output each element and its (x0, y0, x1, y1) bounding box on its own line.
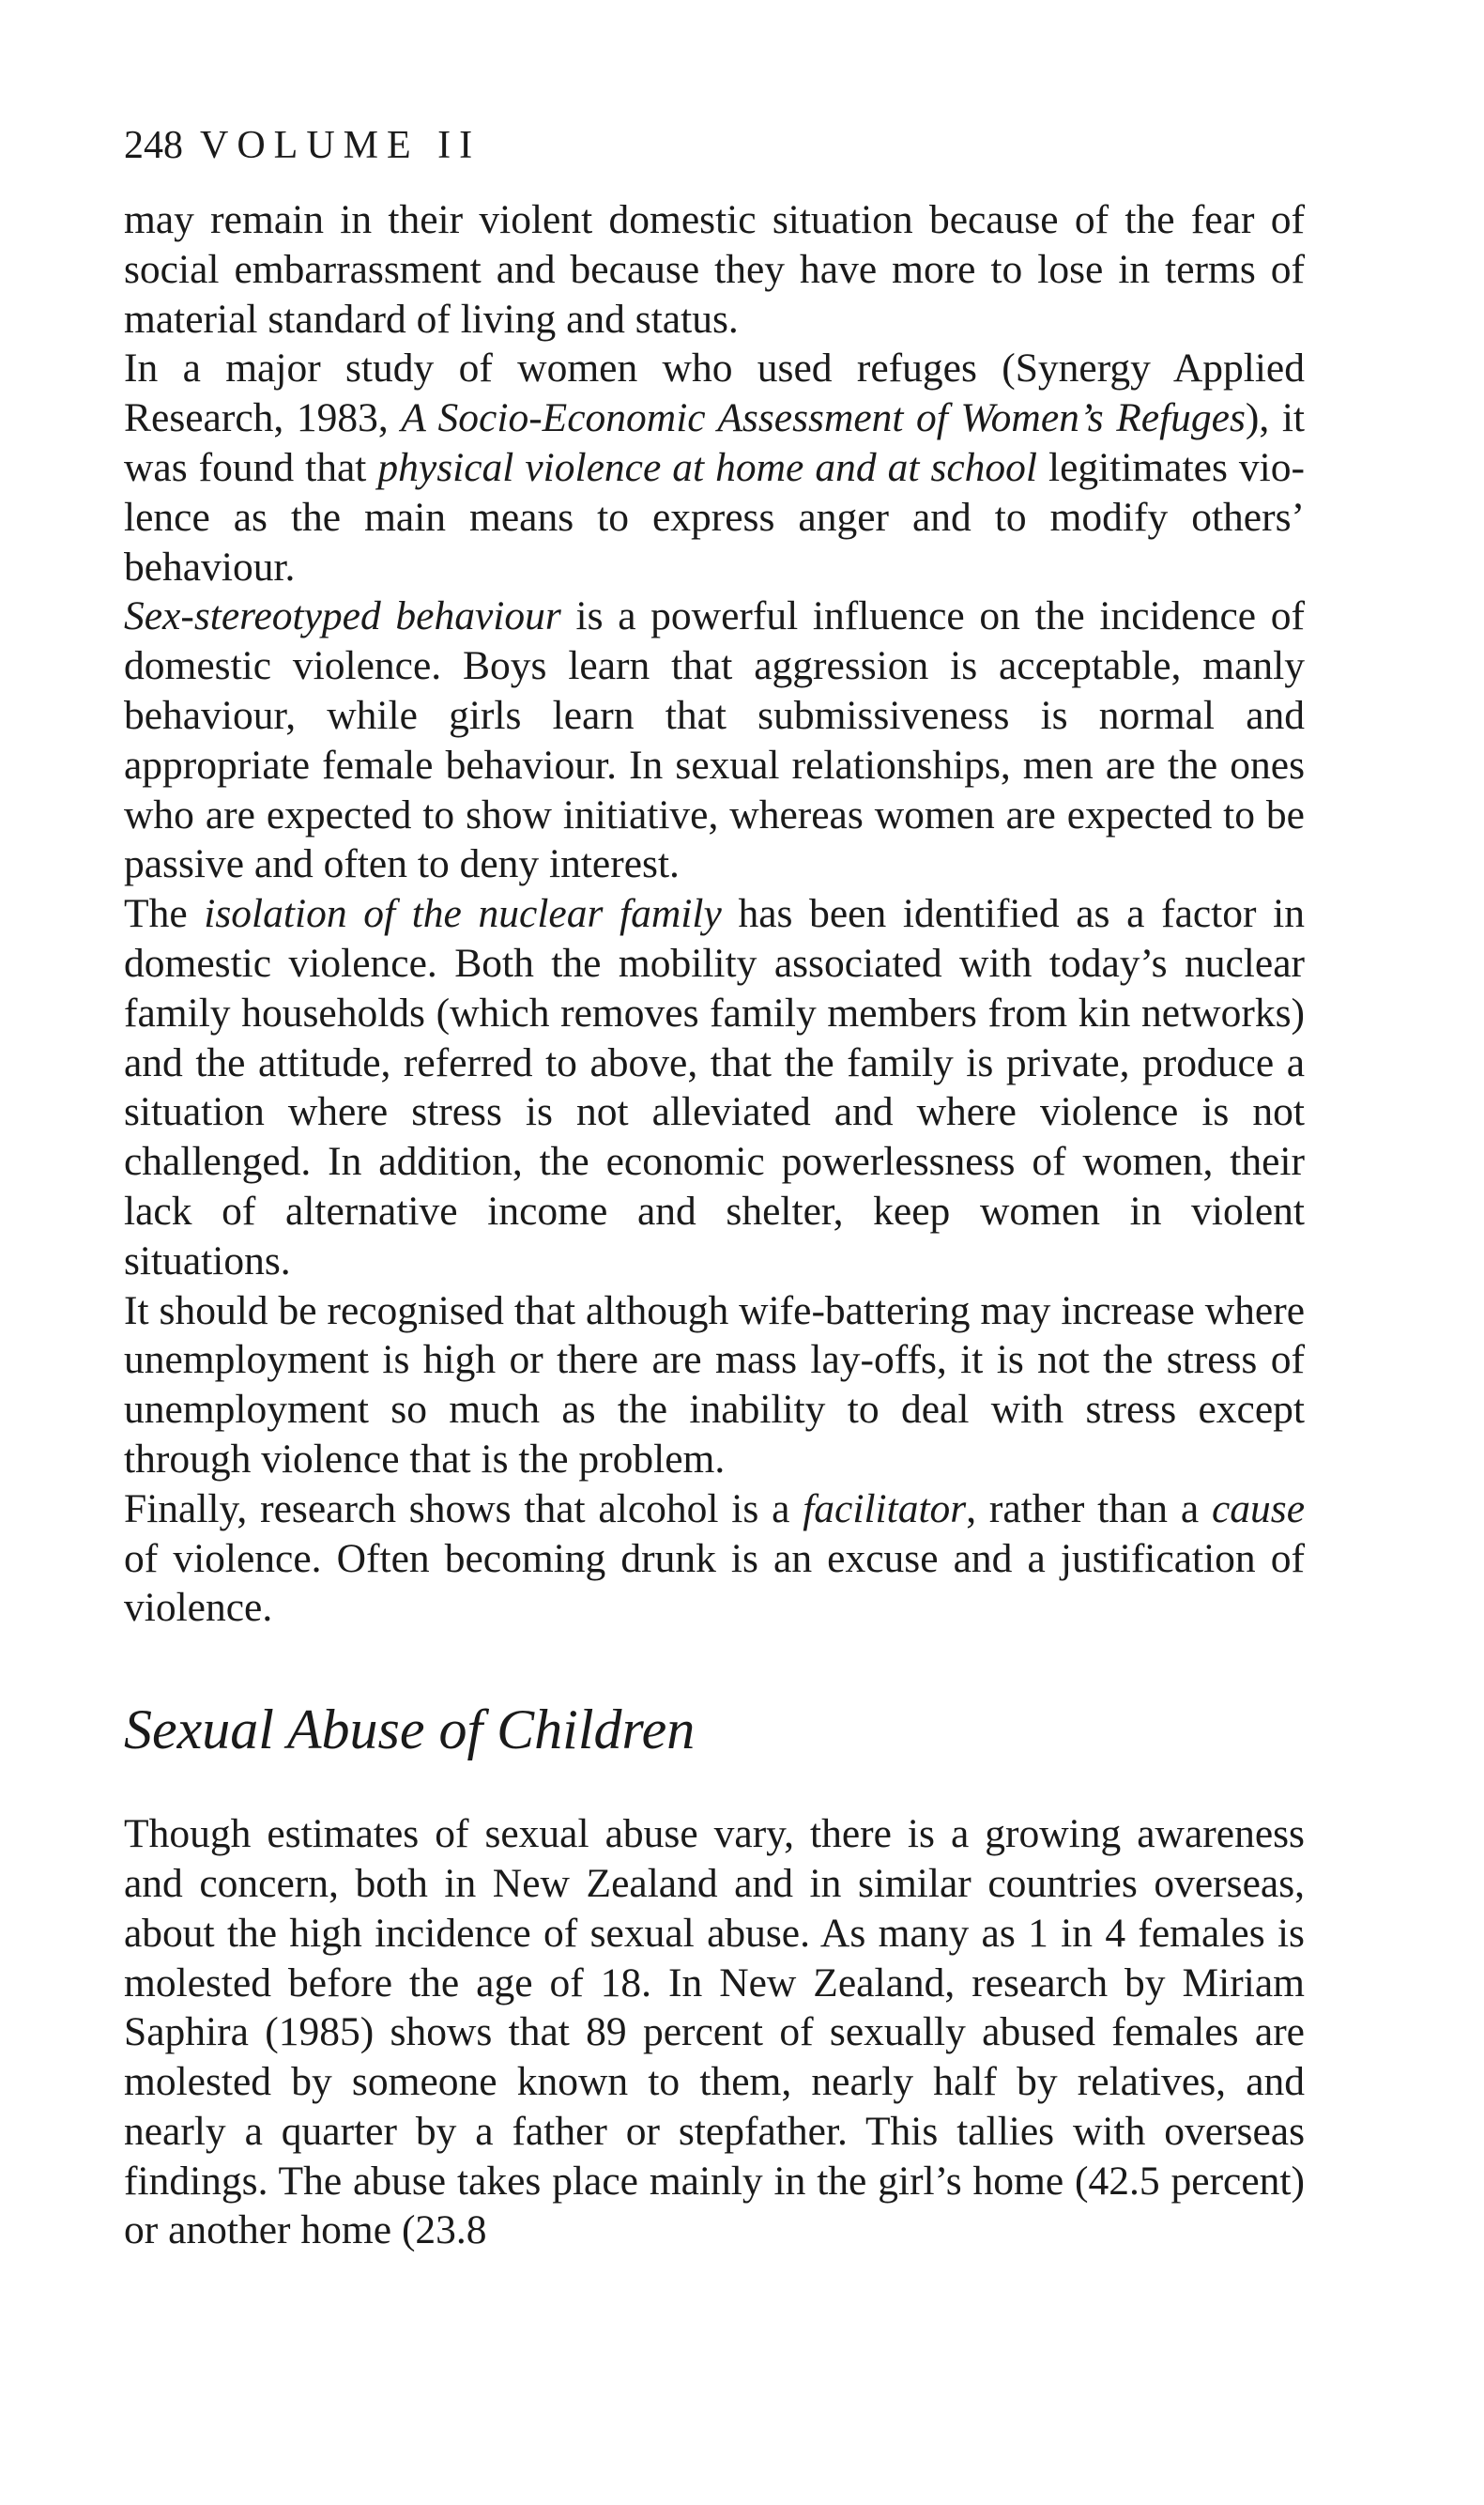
paragraph-text: The (124, 891, 205, 937)
paragraph-unemployment (124, 1286, 1305, 1484)
paragraph-sex-stereotyped (124, 592, 1305, 889)
running-head (124, 122, 1305, 169)
volume-label: VOLUME II (200, 124, 482, 167)
paragraph-sexual-abuse (124, 1809, 1305, 2255)
emphasis-text: physical violence at home and at school (377, 444, 1038, 490)
paragraph-text: In a major study of women who used refuges (Synergy Applied Research, 1983, (124, 346, 1305, 441)
paragraph-text: is a powerful influence on the incidence of domestic violence. Boys learn that aggression is acceptable, manly behaviour, while girls learn that submissiveness is normal and appropriate female behaviour. In sexual relationships, men are the ones who are expected to show initiative, whereas women are expected to be passive and often to deny interest. (124, 593, 1305, 887)
section-body (124, 1809, 1305, 2255)
book-page (124, 122, 1305, 2255)
emphasis-text: cause (1211, 1485, 1306, 1531)
paragraph-text: has been identified as a factor in domestic violence. Both the mobility associated with today’s nuclear family households (which removes family members from kin networks) and the attitude, referred to above, that the family is private, produce a situation where stress is not alleviated and where violence is not challenged. In addition, the economic powerlessness of women, their lack of alternative income and shelter, keep women in violent situations. (124, 891, 1305, 1283)
paragraph-text: It should be recognised that although wife-battering may increase where unemployment is high or there are mass lay-offs, it is not the stress of unemployment so much as the inability to deal with stress except through violence that is the problem. (124, 1287, 1305, 1482)
page-number: 248 (124, 124, 183, 167)
paragraph-alcohol (124, 1484, 1305, 1633)
section-heading: Sexual Abuse of Children (124, 1698, 696, 1761)
paragraph-text: Though estimates of sexual abuse vary, there is a growing awareness and concern, both in New Zealand and in similar countries overseas, about the high incidence of sexual abuse. As many as 1 in 4 females is molested before the age of 18. In New Zealand, research by Miriam Saphira (1985) shows that 89 percent of sexually abused females are molested by someone known to them, nearly half by relatives, and nearly a quarter by a father or stepfather. This tallies with overseas findings. The abuse takes place mainly in the girl’s home (42.5 percent) or another home (23.8 (124, 1811, 1305, 2253)
paragraph-text: Finally, research shows that alcohol is a (124, 1485, 803, 1531)
emphasis-text: facilitator (803, 1485, 967, 1531)
paragraph-text: may remain in their violent domestic situation because of the fear of social embarrassment and because they have more to lose in terms of material standard of living and status. (124, 197, 1305, 342)
body-text (124, 195, 1305, 1633)
paragraph-text: ), it was found that (124, 395, 1305, 490)
paragraph-text: legitimates violence as the main means to express anger and to modify others’ behaviour. (124, 444, 1305, 590)
paragraph-text: , rather than a (966, 1485, 1212, 1531)
paragraph-continued (124, 195, 1305, 344)
paragraph-refuges-study (124, 344, 1305, 592)
paragraph-nuclear-family (124, 889, 1305, 1285)
emphasis-text: isolation of the nuclear family (204, 891, 722, 937)
emphasis-text: Sex-stereotyped behaviour (124, 593, 561, 639)
paragraph-text: of violence. Often becoming drunk is an excuse and a justification of violence. (124, 1535, 1305, 1631)
study-title: A Socio-Economic Assessment of Women’s Refuges (401, 395, 1246, 441)
